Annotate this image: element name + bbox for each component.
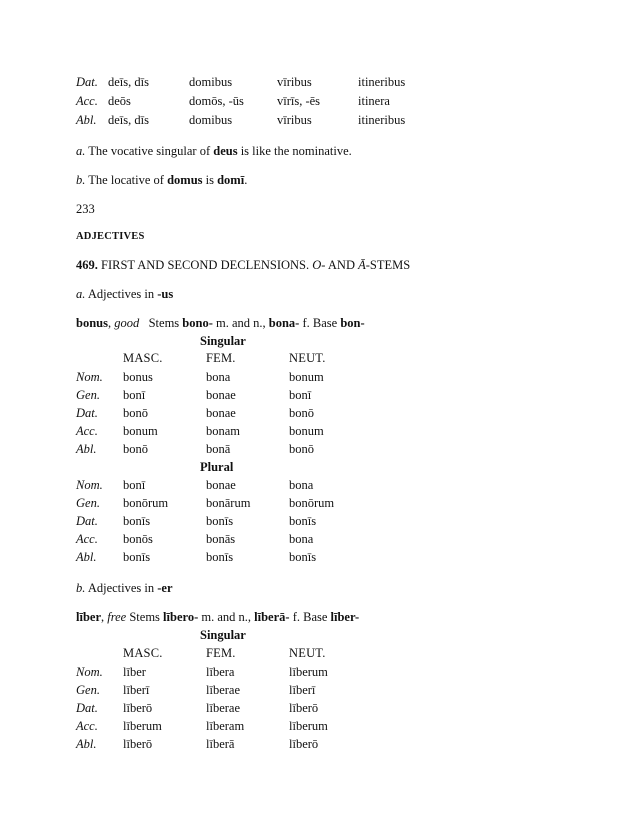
- form-cell: bonum: [289, 370, 324, 384]
- table-header: [76, 350, 556, 366]
- form-cell: līberum: [123, 719, 162, 733]
- form-cell: līberum: [289, 665, 328, 679]
- form-cell: bonīs: [206, 550, 234, 564]
- form-cell: bonō: [123, 406, 148, 420]
- form-cell: bonī: [123, 478, 146, 492]
- table-header: [76, 645, 556, 661]
- note-word: domī: [217, 173, 245, 187]
- subsection-letter: a.: [76, 287, 86, 301]
- form-cell: līberī: [289, 683, 316, 697]
- note-letter: b.: [76, 173, 86, 187]
- case-label: Dat.: [76, 75, 98, 89]
- punctuation: ,: [101, 610, 108, 624]
- note-text: is like the nominative.: [237, 144, 352, 158]
- case-label: Nom.: [76, 665, 103, 679]
- stems-text: m. and n.,: [198, 610, 255, 624]
- form-cell: bonum: [123, 424, 158, 438]
- column-header: MASC.: [123, 351, 163, 365]
- form-cell: domōs, -ūs: [189, 94, 244, 108]
- stem: līberā-: [254, 610, 290, 624]
- case-label: Acc.: [76, 94, 98, 108]
- form-cell: bonōrum: [123, 496, 169, 510]
- number-label: Singular: [200, 334, 246, 348]
- section-heading: ADJECTIVES: [76, 231, 145, 242]
- stems-text: f. Base: [299, 316, 341, 330]
- gloss: free: [107, 610, 127, 624]
- table-row: [76, 513, 556, 529]
- table-row: [76, 664, 556, 680]
- case-label: Dat.: [76, 701, 98, 715]
- form-cell: līberā: [206, 737, 235, 751]
- form-cell: līberō: [289, 701, 319, 715]
- section-title-text: FIRST AND SECOND DECLENSIONS.: [101, 258, 313, 272]
- table-row: [76, 495, 556, 511]
- form-cell: bonō: [289, 406, 314, 420]
- table-row: [76, 387, 556, 403]
- form-cell: bona: [206, 370, 231, 384]
- case-label: Abl.: [76, 737, 97, 751]
- stems-text: m. and n.,: [212, 316, 269, 330]
- section-number: 469.: [76, 258, 98, 272]
- table-row: [76, 441, 556, 457]
- note-text: The vocative singular of: [88, 144, 214, 158]
- stems-text: f. Base: [289, 610, 331, 624]
- column-header: MASC.: [123, 646, 163, 660]
- table-row: [76, 112, 556, 128]
- number-label: Singular: [200, 628, 246, 642]
- form-cell: bonum: [289, 424, 324, 438]
- note-text: .: [244, 173, 248, 187]
- case-label: Nom.: [76, 370, 103, 384]
- subsection-b: [76, 580, 173, 596]
- note-text: is: [202, 173, 218, 187]
- subsection-letter: b.: [76, 581, 86, 595]
- case-label: Abl.: [76, 113, 97, 127]
- case-label: Gen.: [76, 496, 100, 510]
- paradigm-header: [76, 315, 365, 331]
- stem: bono-: [182, 316, 213, 330]
- column-header: NEUT.: [289, 351, 326, 365]
- table-row: [76, 549, 556, 565]
- page-number: 233: [76, 202, 95, 216]
- table-row: [76, 369, 556, 385]
- form-cell: bonī: [123, 388, 146, 402]
- note-word: deus: [213, 144, 238, 158]
- form-cell: itineribus: [358, 75, 406, 89]
- table-row: [76, 682, 556, 698]
- section-title-text: Ā: [358, 258, 366, 272]
- note-text: The locative of: [88, 173, 168, 187]
- case-label: Gen.: [76, 388, 100, 402]
- case-label: Abl.: [76, 442, 97, 456]
- subsection-ending: -er: [157, 581, 173, 595]
- section-title: [76, 257, 410, 273]
- form-cell: deīs, dīs: [108, 75, 149, 89]
- stems-text: Stems: [126, 610, 164, 624]
- column-header: FEM.: [206, 646, 236, 660]
- case-label: Gen.: [76, 683, 100, 697]
- form-cell: bonōs: [123, 532, 153, 546]
- table-row: [76, 736, 556, 752]
- note-a: [76, 143, 352, 159]
- form-cell: līberam: [206, 719, 245, 733]
- stem: bona-: [268, 316, 300, 330]
- form-cell: bonae: [206, 406, 236, 420]
- paradigm-header: [76, 609, 359, 625]
- form-cell: līberō: [123, 701, 153, 715]
- table-row: [76, 74, 556, 90]
- form-cell: bonō: [289, 442, 314, 456]
- gloss: good: [114, 316, 140, 330]
- form-cell: bonōrum: [289, 496, 335, 510]
- stem: lībero-: [163, 610, 199, 624]
- form-cell: līberum: [289, 719, 328, 733]
- subsection-a: [76, 286, 173, 302]
- form-cell: bonae: [206, 478, 236, 492]
- form-cell: bonō: [123, 442, 148, 456]
- form-cell: līber: [123, 665, 146, 679]
- case-label: Acc.: [76, 424, 98, 438]
- column-header: FEM.: [206, 351, 236, 365]
- form-cell: bonās: [206, 532, 236, 546]
- form-cell: bonā: [206, 442, 231, 456]
- case-label: Abl.: [76, 550, 97, 564]
- subsection-ending: -us: [157, 287, 174, 301]
- table-row: [76, 700, 556, 716]
- note-word: domus: [167, 173, 203, 187]
- subsection-text: Adjectives in: [87, 581, 158, 595]
- form-cell: deīs, dīs: [108, 113, 149, 127]
- form-cell: bona: [289, 532, 314, 546]
- stems-text: Stems: [148, 316, 183, 330]
- column-header: NEUT.: [289, 646, 326, 660]
- form-cell: bonārum: [206, 496, 251, 510]
- base: līber-: [330, 610, 360, 624]
- form-cell: bonīs: [123, 514, 151, 528]
- form-cell: domibus: [189, 113, 233, 127]
- table-row: [76, 93, 556, 109]
- form-cell: bonīs: [123, 550, 151, 564]
- form-cell: līberae: [206, 683, 241, 697]
- form-cell: itinera: [358, 94, 390, 108]
- form-cell: lībera: [206, 665, 235, 679]
- section-title-text: O-: [312, 258, 326, 272]
- form-cell: bonam: [206, 424, 241, 438]
- form-cell: līberō: [123, 737, 153, 751]
- form-cell: vīribus: [277, 113, 312, 127]
- table-row: [76, 405, 556, 421]
- table-row: [76, 718, 556, 734]
- number-label: Plural: [200, 460, 234, 474]
- note-letter: a.: [76, 144, 86, 158]
- case-label: Dat.: [76, 514, 98, 528]
- case-label: Nom.: [76, 478, 103, 492]
- form-cell: domibus: [189, 75, 233, 89]
- form-cell: bonīs: [206, 514, 234, 528]
- form-cell: bonus: [123, 370, 153, 384]
- form-cell: bonae: [206, 388, 236, 402]
- note-b: [76, 172, 247, 188]
- form-cell: bonīs: [289, 514, 317, 528]
- base: bon-: [340, 316, 365, 330]
- form-cell: līberō: [289, 737, 319, 751]
- table-row: [76, 531, 556, 547]
- table-row: [76, 477, 556, 493]
- case-label: Acc.: [76, 532, 98, 546]
- form-cell: līberī: [123, 683, 150, 697]
- case-label: Dat.: [76, 406, 98, 420]
- section-title-text: AND: [325, 258, 359, 272]
- form-cell: vīribus: [277, 75, 312, 89]
- form-cell: deōs: [108, 94, 131, 108]
- punctuation: ,: [107, 316, 115, 330]
- section-title-text: -STEMS: [365, 258, 411, 272]
- lemma: bonus: [76, 316, 108, 330]
- table-row: [76, 423, 556, 439]
- form-cell: vīrīs, -ēs: [277, 94, 321, 108]
- subsection-text: Adjectives in: [87, 287, 158, 301]
- case-label: Acc.: [76, 719, 98, 733]
- form-cell: līberae: [206, 701, 241, 715]
- form-cell: bonīs: [289, 550, 317, 564]
- form-cell: itineribus: [358, 113, 406, 127]
- lemma: līber: [76, 610, 101, 624]
- form-cell: bona: [289, 478, 314, 492]
- form-cell: bonī: [289, 388, 312, 402]
